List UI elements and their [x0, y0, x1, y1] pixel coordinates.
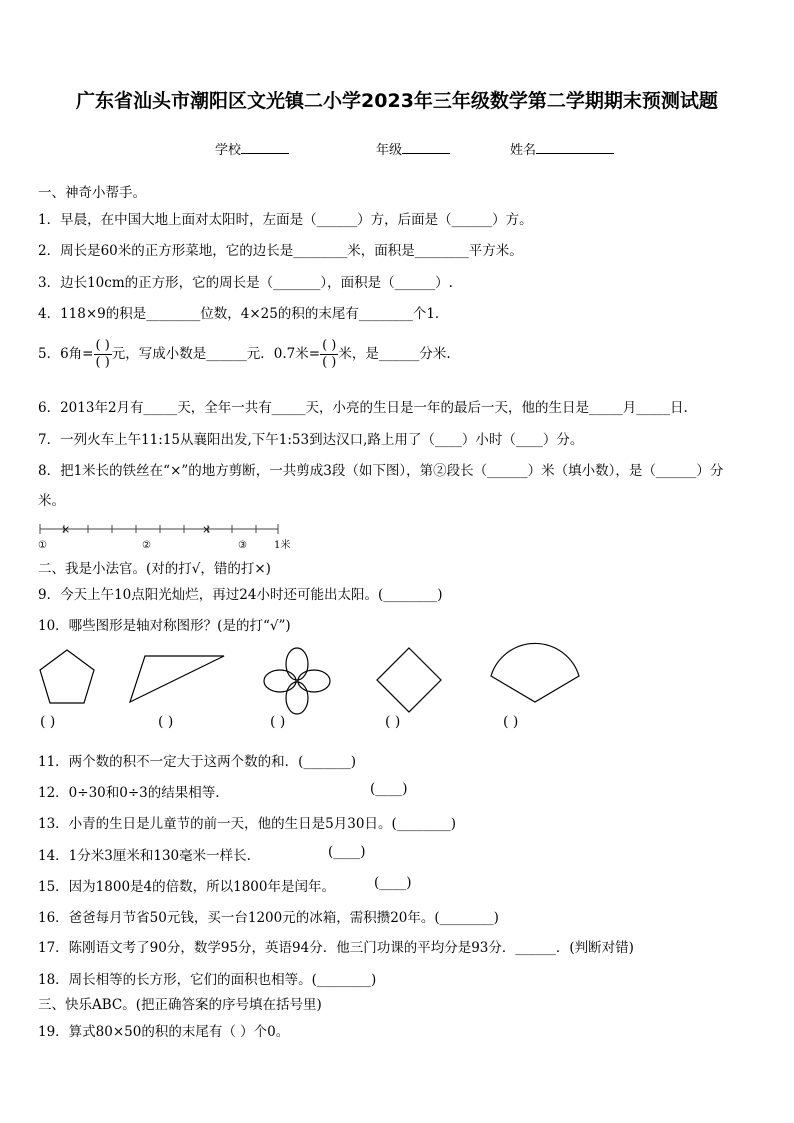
page-title: 广东省汕头市潮阳区文光镇二小学2023年三年级数学第二学期期末预测试题 — [76, 90, 718, 112]
answer-paren: ( ) — [503, 714, 519, 730]
question-13: 13．小青的生日是儿童节的前一天，他的生日是5月30日。(________) — [38, 816, 456, 832]
answer-paren: ( ) — [270, 714, 286, 730]
school-field: 学校 — [215, 139, 289, 158]
question-11: 11．两个数的积不一定大于这两个数的和．(_______) — [38, 754, 356, 770]
fraction: $\frac{( )}{( )}$ — [322, 338, 337, 370]
question-19: 19．算式80×50的积的末尾有（ ）个0。 — [38, 1024, 290, 1040]
question-10: 10．哪些图形是轴对称图形？(是的打“√”) — [38, 618, 291, 634]
fan-shape — [491, 643, 579, 702]
ruler-label: ② — [142, 540, 151, 551]
cut-mark: × — [202, 523, 212, 536]
question-7: 7．一列火车上午11:15从襄阳出发,下午1:53到达汉口,路上用了（____）小时（____）分。 — [38, 432, 584, 448]
question-2: 2．周长是60米的正方形菜地，它的边长是________米，面积是________平方米。 — [38, 243, 523, 259]
question-9: 9．今天上午10点阳光灿烂，再过24小时还可能出太阳。(________) — [38, 587, 443, 603]
question-8: 8．把1米长的铁丝在“×”的地方剪断，一共剪成3段（如下图），第②段长（______）米（填小数），是（______）分 — [38, 463, 724, 479]
question-12-answer: (____) — [370, 781, 408, 797]
question-14-answer: (____) — [328, 844, 366, 860]
question-16: 16．爸爸每月节省50元钱，买一台1200元的冰箱，需积攒20年。(________) — [38, 910, 499, 926]
question-4: 4．118×9的积是________位数，4×25的积的末尾有________个1． — [38, 306, 449, 322]
question-15: 15．因为1800是4的倍数，所以1800年是闰年。 — [38, 879, 335, 895]
answer-paren: ( ) — [40, 714, 56, 730]
question-17: 17．陈刚语文考了90分，数学95分，英语94分．他三门功课的平均分是93分．______．(判断对错) — [38, 940, 634, 956]
question-3: 3．边长10cm的正方形，它的周长是（_______），面积是（______）. — [38, 275, 453, 291]
question-12: 12．0÷30和0÷3的结果相等. — [38, 785, 220, 801]
ruler-label: 1米 — [274, 540, 291, 551]
triangle-shape — [130, 656, 224, 702]
section-1-heading: 一、神奇小帮手。 — [38, 185, 146, 201]
ruler-diagram — [38, 521, 291, 551]
question-15-answer: (____) — [374, 875, 412, 891]
question-14: 14．1分米3厘米和130毫米一样长. — [38, 848, 251, 864]
question-1: 1．早晨，在中国大地上面对太阳时，左面是（______）方，后面是（______）方。 — [38, 212, 533, 228]
grade-field: 年级 — [376, 139, 450, 158]
name-field: 姓名 — [510, 139, 614, 158]
four-leaf-shape — [264, 648, 330, 714]
section-2-heading: 二、我是小法官。(对的打√，错的打×) — [38, 561, 271, 577]
question-8-continued: 米。 — [38, 493, 65, 509]
question-6: 6．2013年2月有_____天，全年一共有_____天，小亮的生日是一年的最后一天，他的生日是_____月_____日. — [38, 400, 688, 416]
diamond-shape — [377, 648, 441, 712]
ruler-label: ③ — [238, 540, 247, 551]
fraction: $\frac{( )}{( )}$ — [95, 338, 110, 370]
pentagon-shape — [40, 650, 94, 703]
question-18: 18．周长相等的长方形，它们的面积也相等。(________) — [38, 972, 377, 988]
question-5: 5．6角= $\frac{( )}{( )}$ 元，写成小数是______元．0.7米= $\frac{( )}{( )}$ 米，是______分米. — [38, 338, 451, 370]
answer-paren: ( ) — [158, 714, 174, 730]
ruler-label: ① — [38, 540, 47, 551]
cut-mark: × — [61, 523, 71, 536]
section-3-heading: 三、快乐ABC。(把正确答案的序号填在括号里) — [38, 997, 322, 1013]
answer-paren: ( ) — [385, 714, 401, 730]
